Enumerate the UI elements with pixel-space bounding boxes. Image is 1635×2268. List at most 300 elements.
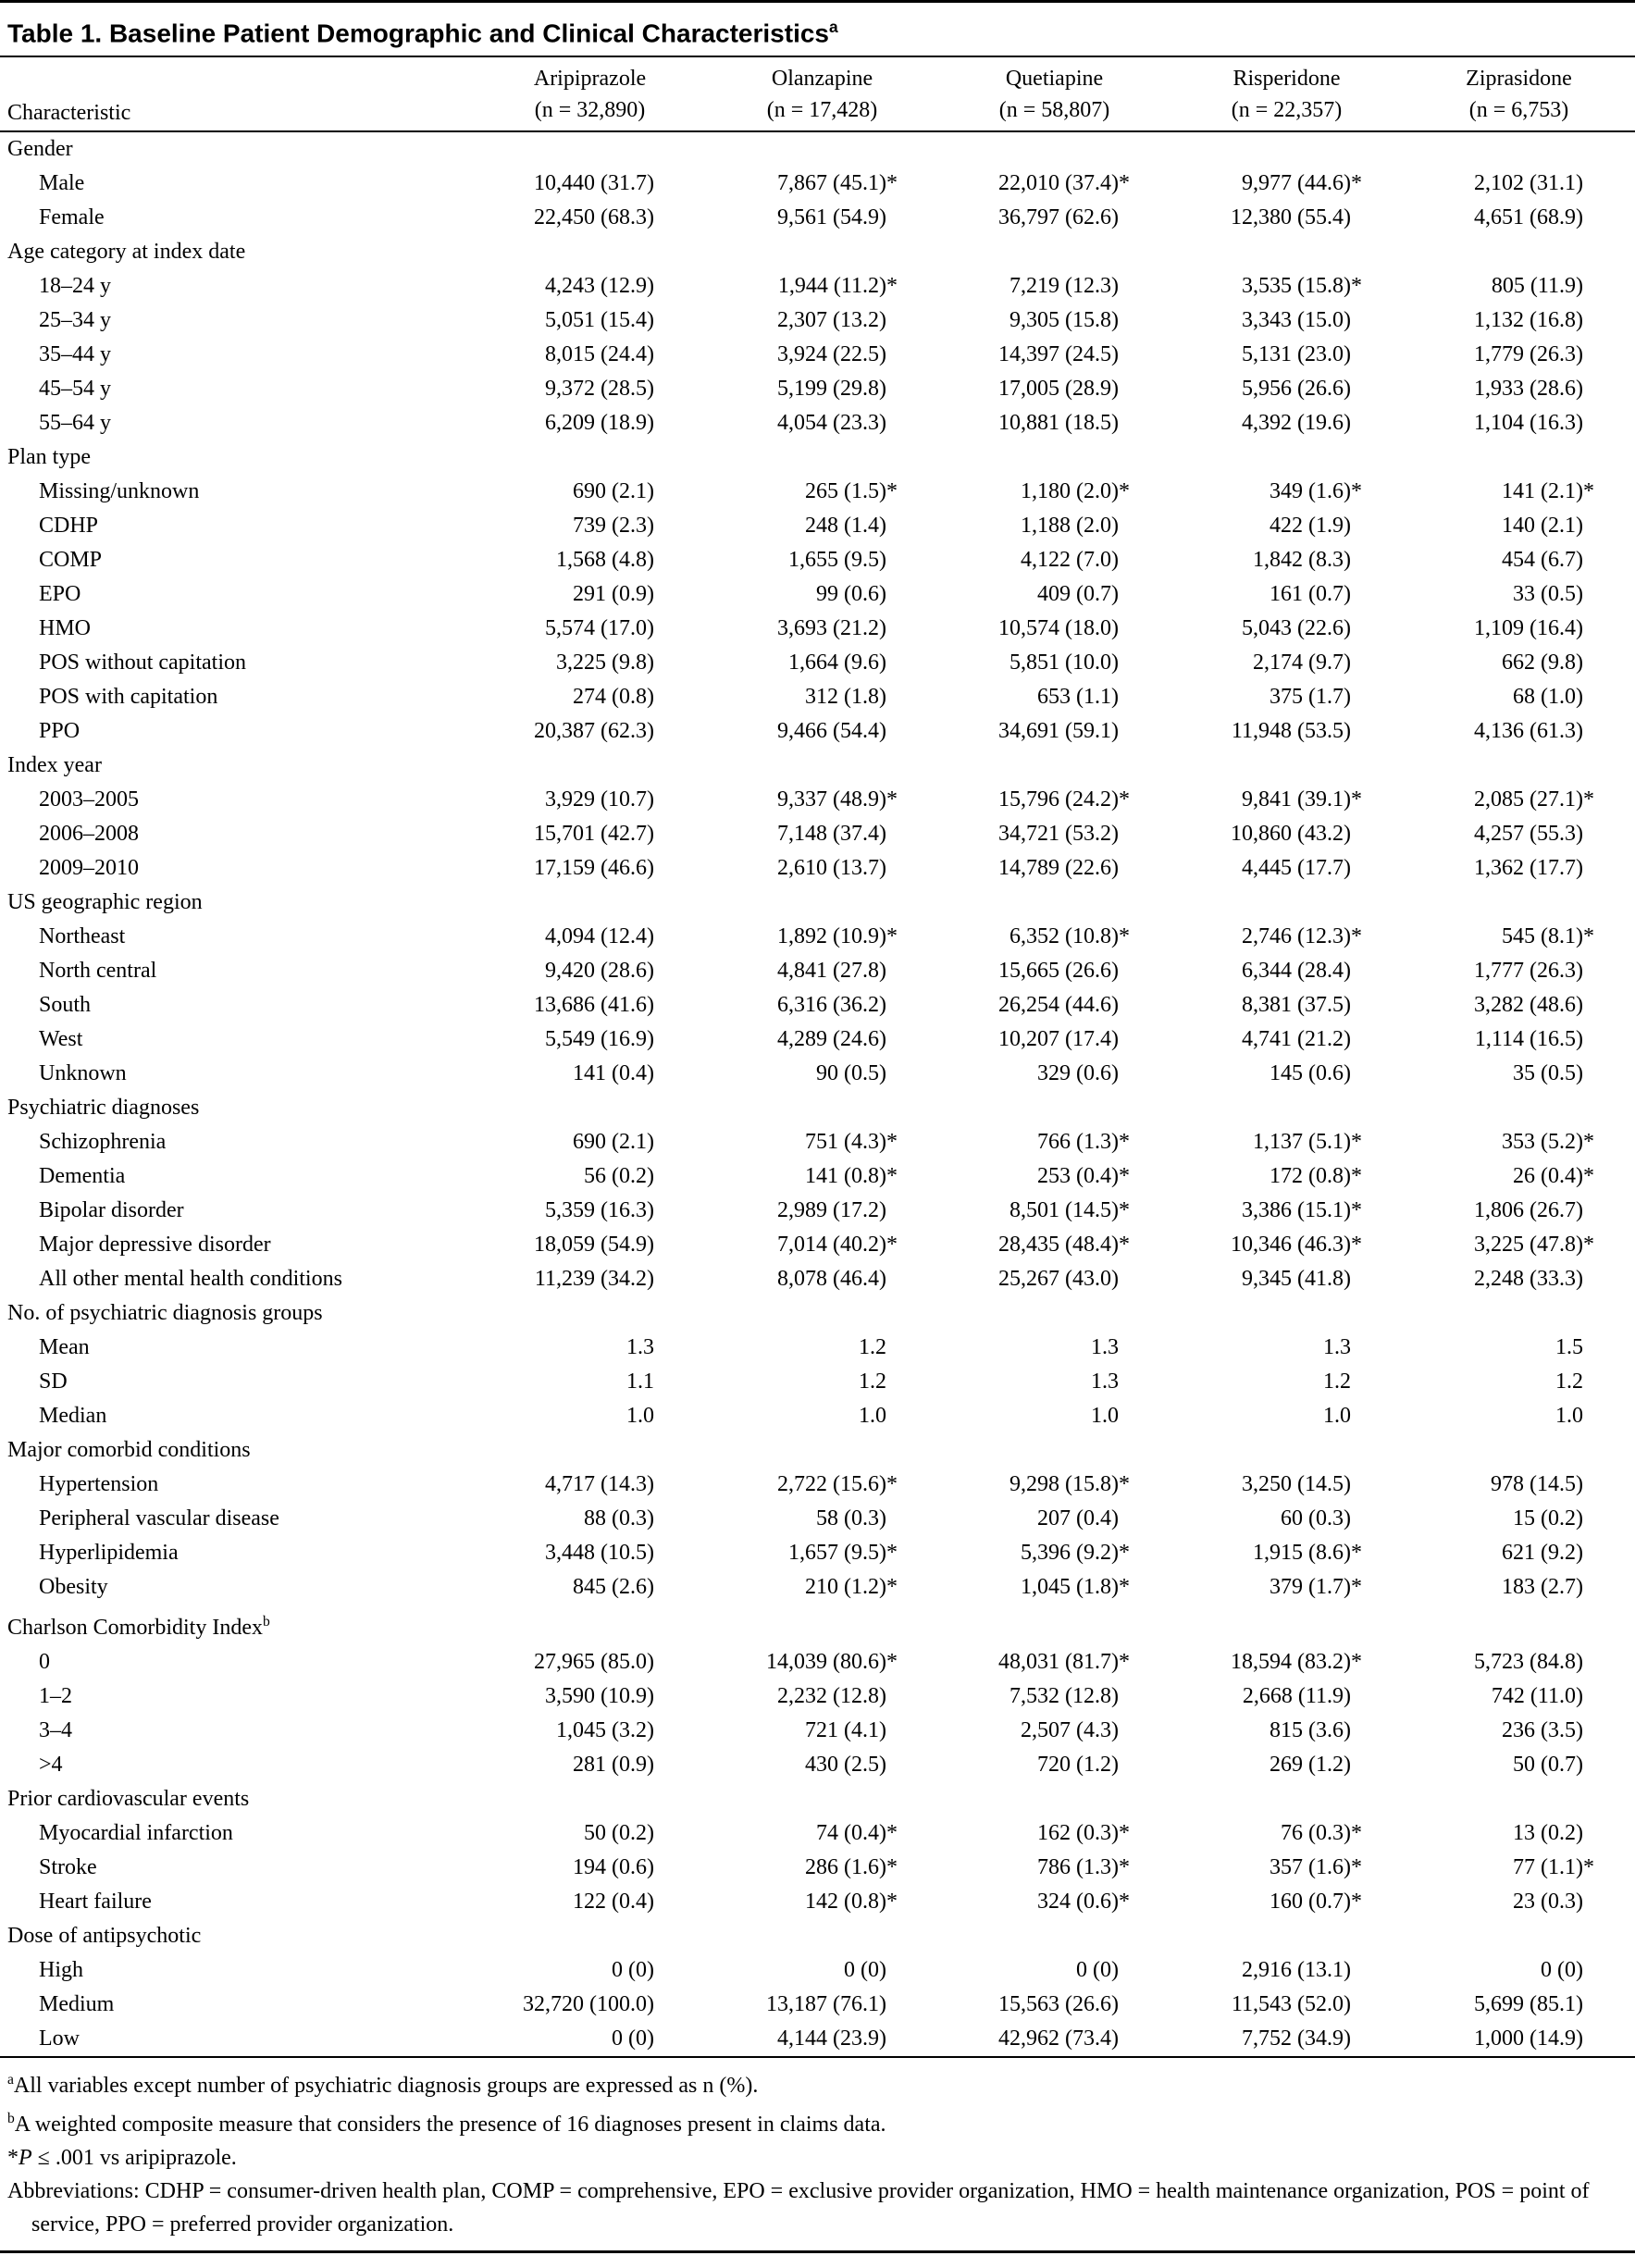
cell-value: 5,396 (9.2) (1021, 1541, 1119, 1566)
row-label: Schizophrenia (39, 1130, 167, 1155)
cell-value: 18,059 (54.9) (534, 1233, 654, 1258)
cell-value: 1,779 (26.3) (1474, 342, 1583, 367)
significance-asterisk: * (1351, 1130, 1362, 1155)
data-row (0, 2022, 1635, 2057)
value-cell (1403, 2022, 1635, 2057)
significance-asterisk: * (886, 274, 898, 299)
cell-value: 8,381 (37.5) (1242, 993, 1351, 1018)
cell-value: 653 (1.1) (1037, 685, 1119, 710)
row-label: 35–44 y (39, 342, 111, 367)
row-label: Stroke (39, 1855, 97, 1880)
cell-value: 253 (0.4) (1037, 1164, 1119, 1189)
data-row (0, 817, 1635, 851)
data-row (0, 851, 1635, 886)
significance-asterisk: * (1351, 1650, 1362, 1675)
value-cell (474, 954, 706, 988)
value-cell (706, 201, 938, 235)
section-header-row (0, 1605, 1635, 1645)
cell-value: 1,892 (10.9) (777, 924, 886, 949)
data-row (0, 1194, 1635, 1228)
data-row (0, 954, 1635, 988)
value-cell (938, 1536, 1171, 1570)
cell-value: 10,440 (31.7) (534, 171, 654, 196)
section-header-text: Charlson Comorbidity Index (7, 1616, 263, 1641)
cell-value: 10,574 (18.0) (998, 616, 1119, 641)
value-cell (1171, 1022, 1403, 1057)
cell-value: 286 (1.6) (805, 1855, 886, 1880)
value-cell (938, 1679, 1171, 1714)
data-row (0, 714, 1635, 749)
cell-value: 1,915 (8.6) (1253, 1541, 1351, 1566)
row-label: COMP (39, 548, 103, 573)
row-label: Obesity (39, 1575, 108, 1600)
significance-asterisk: * (1119, 1541, 1130, 1566)
row-label: 1–2 (39, 1684, 72, 1709)
cell-value: 7,867 (45.1) (777, 171, 886, 196)
row-label: Low (39, 2026, 80, 2051)
data-row (0, 1502, 1635, 1536)
value-cell (706, 954, 938, 988)
drug-sample-size: (n = 32,890) (534, 98, 646, 123)
cell-value: 34,721 (53.2) (998, 822, 1119, 847)
cell-value: 269 (1.2) (1270, 1753, 1351, 1778)
value-cell (474, 406, 706, 440)
value-cell (474, 1536, 706, 1570)
value-cell (1403, 269, 1635, 304)
value-cell (938, 612, 1171, 646)
value-cell (1403, 475, 1635, 509)
value-cell (706, 1399, 938, 1433)
cell-value: 4,392 (19.6) (1242, 411, 1351, 436)
significance-asterisk: * (1351, 1164, 1362, 1189)
data-row (0, 372, 1635, 406)
cell-value: 9,466 (54.4) (777, 719, 886, 744)
cell-value: 662 (9.8) (1502, 651, 1583, 675)
data-row (0, 1125, 1635, 1159)
value-cell (1403, 714, 1635, 749)
cell-value: 1,657 (9.5) (788, 1541, 886, 1566)
value-cell (1403, 201, 1635, 235)
row-label: Myocardial infarction (39, 1821, 233, 1846)
cell-value: 4,094 (12.4) (545, 924, 654, 949)
drug-name: Quetiapine (1005, 67, 1104, 92)
section-header-text: US geographic region (7, 890, 203, 915)
cell-value: 6,316 (36.2) (777, 993, 886, 1018)
footnote-marker: b (7, 2111, 15, 2127)
significance-asterisk: * (886, 787, 898, 812)
value-cell (474, 1748, 706, 1782)
row-label: Hyperlipidemia (39, 1541, 179, 1566)
value-cell (938, 1502, 1171, 1536)
cell-value: 42,962 (73.4) (998, 2026, 1119, 2051)
cell-value: 122 (0.4) (573, 1890, 654, 1915)
data-row (0, 1262, 1635, 1296)
cell-value: 88 (0.3) (584, 1506, 654, 1531)
significance-asterisk: * (1119, 1164, 1130, 1189)
significance-asterisk: * (1351, 924, 1362, 949)
significance-asterisk: * (1119, 1821, 1130, 1846)
value-cell (1171, 1748, 1403, 1782)
row-label: 2006–2008 (39, 822, 139, 847)
drug-name: Risperidone (1232, 67, 1341, 92)
value-cell (938, 1645, 1171, 1679)
cell-value: 20,387 (62.3) (534, 719, 654, 744)
value-cell (706, 1262, 938, 1296)
cell-value: 312 (1.8) (805, 685, 886, 710)
value-cell (1171, 1365, 1403, 1399)
cell-value: 15,796 (24.2) (998, 787, 1119, 812)
row-label: POS without capitation (39, 651, 246, 675)
row-label: Major depressive disorder (39, 1233, 271, 1258)
cell-value: 1.0 (1555, 1404, 1583, 1429)
value-cell (1403, 1816, 1635, 1851)
value-cell (938, 167, 1171, 201)
cell-value: 0 (0) (1076, 1958, 1119, 1983)
cell-value: 9,372 (28.5) (545, 377, 654, 402)
section-header (0, 1091, 1635, 1125)
data-row (0, 612, 1635, 646)
section-header (0, 1605, 1635, 1645)
value-cell (1171, 577, 1403, 612)
cell-value: 3,225 (47.8) (1474, 1233, 1583, 1258)
value-cell (706, 1679, 938, 1714)
cell-value: 22,010 (37.4) (998, 171, 1119, 196)
value-cell (474, 817, 706, 851)
value-cell (706, 577, 938, 612)
section-header-text: Index year (7, 753, 102, 778)
value-cell (1171, 1468, 1403, 1502)
row-label: High (39, 1958, 83, 1983)
value-cell (706, 1331, 938, 1365)
value-cell (1171, 1988, 1403, 2022)
cell-value: 2,610 (13.7) (777, 856, 886, 881)
row-label: HMO (39, 616, 92, 641)
cell-value: 160 (0.7) (1270, 1890, 1351, 1915)
row-label: Peripheral vascular disease (39, 1506, 279, 1531)
cell-value: 1.2 (859, 1369, 886, 1394)
value-cell (474, 1057, 706, 1091)
cell-value: 10,207 (17.4) (998, 1027, 1119, 1052)
value-cell (706, 1365, 938, 1399)
value-cell (1171, 1125, 1403, 1159)
value-cell (1403, 817, 1635, 851)
cell-value: 5,574 (17.0) (545, 616, 654, 641)
cell-value: 9,841 (39.1) (1242, 787, 1351, 812)
section-header (0, 886, 1635, 920)
cell-value: 1.5 (1555, 1335, 1583, 1360)
value-cell (706, 817, 938, 851)
significance-asterisk: * (1351, 274, 1362, 299)
cell-value: 207 (0.4) (1037, 1506, 1119, 1531)
cell-value: 2,722 (15.6) (777, 1472, 886, 1497)
value-cell (938, 1194, 1171, 1228)
cell-value: 9,420 (28.6) (545, 959, 654, 984)
cell-value: 690 (2.1) (573, 1130, 654, 1155)
value-cell (474, 1262, 706, 1296)
value-cell (1403, 612, 1635, 646)
section-header (0, 1919, 1635, 1953)
value-cell (1171, 1331, 1403, 1365)
value-cell (474, 1679, 706, 1714)
cell-value: 8,501 (14.5) (1009, 1198, 1119, 1223)
column-header-row (0, 57, 1635, 131)
cell-value: 10,346 (46.3) (1231, 1233, 1351, 1258)
cell-value: 9,345 (41.8) (1242, 1267, 1351, 1292)
value-cell (1403, 954, 1635, 988)
cell-value: 1.2 (1555, 1369, 1583, 1394)
value-cell (938, 1365, 1171, 1399)
significance-asterisk: * (886, 1650, 898, 1675)
data-row (0, 577, 1635, 612)
value-cell (938, 1953, 1171, 1988)
significance-asterisk: * (1583, 1164, 1594, 1189)
value-cell (474, 1194, 706, 1228)
drug-name: Aripiprazole (533, 67, 647, 92)
value-cell (1171, 338, 1403, 372)
value-cell (1403, 1570, 1635, 1605)
cell-value: 1,137 (5.1) (1253, 1130, 1351, 1155)
cell-value: 742 (11.0) (1491, 1684, 1583, 1709)
cell-value: 25,267 (43.0) (998, 1267, 1119, 1292)
drug-sample-size: (n = 58,807) (998, 98, 1110, 123)
cell-value: 3,282 (48.6) (1474, 993, 1583, 1018)
cell-value: 194 (0.6) (573, 1855, 654, 1880)
value-cell (1171, 167, 1403, 201)
significance-asterisk: * (886, 1164, 898, 1189)
significance-asterisk: * (886, 1890, 898, 1915)
cell-value: 1.0 (1091, 1404, 1119, 1429)
cell-value: 845 (2.6) (573, 1575, 654, 1600)
cell-value: 140 (2.1) (1502, 514, 1583, 539)
data-row (0, 1399, 1635, 1433)
value-cell (706, 372, 938, 406)
cell-value: 13,686 (41.6) (534, 993, 654, 1018)
cell-value: 145 (0.6) (1270, 1061, 1351, 1086)
drug-sample-size: (n = 6,753) (1468, 98, 1569, 123)
cell-value: 3,535 (15.8) (1242, 274, 1351, 299)
cell-value: 5,549 (16.9) (545, 1027, 654, 1052)
data-row (0, 1679, 1635, 1714)
cell-value: 11,948 (53.5) (1231, 719, 1351, 744)
cell-value: 1.0 (626, 1404, 654, 1429)
cell-value: 5,131 (23.0) (1242, 342, 1351, 367)
significance-asterisk: * (1351, 479, 1362, 504)
value-cell (474, 612, 706, 646)
value-cell (1403, 1399, 1635, 1433)
value-cell (1403, 1748, 1635, 1782)
value-cell (1171, 1851, 1403, 1885)
column-header-drug (474, 57, 706, 131)
significance-asterisk: * (1119, 1575, 1130, 1600)
value-cell (1171, 612, 1403, 646)
significance-asterisk: * (1583, 787, 1594, 812)
row-label: 2009–2010 (39, 856, 139, 881)
cell-value: 9,337 (48.9) (777, 787, 886, 812)
section-header-row (0, 131, 1635, 167)
cell-value: 1,944 (11.2) (777, 274, 886, 299)
data-row (0, 1570, 1635, 1605)
value-cell (1171, 817, 1403, 851)
section-header-text: No. of psychiatric diagnosis groups (7, 1301, 323, 1326)
value-cell (706, 167, 938, 201)
value-cell (474, 851, 706, 886)
cell-value: 9,977 (44.6) (1242, 171, 1351, 196)
value-cell (1171, 2022, 1403, 2057)
value-cell (706, 612, 938, 646)
footnote-text: A weighted composite measure that considers the presence of 16 diagnoses present in claims data. (14, 2113, 886, 2138)
data-row (0, 1714, 1635, 1748)
value-cell (1403, 1885, 1635, 1919)
value-cell (474, 2022, 706, 2057)
value-cell (706, 1228, 938, 1262)
value-cell (474, 338, 706, 372)
value-cell (474, 577, 706, 612)
cell-value: 766 (1.3) (1037, 1130, 1119, 1155)
cell-value: 4,289 (24.6) (777, 1027, 886, 1052)
value-cell (1171, 1159, 1403, 1194)
value-cell (706, 475, 938, 509)
significance-asterisk: * (1583, 1855, 1594, 1880)
row-label: Northeast (39, 924, 126, 949)
cell-value: 7,532 (12.8) (1009, 1684, 1119, 1709)
data-row (0, 1748, 1635, 1782)
value-cell (474, 167, 706, 201)
cell-value: 0 (0) (1541, 1958, 1583, 1983)
value-cell (1403, 1714, 1635, 1748)
cell-value: 1,000 (14.9) (1474, 2026, 1583, 2051)
row-label: Mean (39, 1335, 90, 1360)
data-row (0, 1816, 1635, 1851)
value-cell (1171, 988, 1403, 1022)
cell-value: 2,746 (12.3) (1242, 924, 1351, 949)
cell-value: 5,956 (26.6) (1242, 377, 1351, 402)
column-header-drug (706, 57, 938, 131)
data-row (0, 475, 1635, 509)
value-cell (1403, 1331, 1635, 1365)
value-cell (1171, 954, 1403, 988)
cell-value: 12,380 (55.4) (1231, 205, 1351, 230)
row-label: 55–64 y (39, 411, 111, 436)
significance-asterisk: * (1119, 479, 1130, 504)
value-cell (474, 646, 706, 680)
cell-value: 357 (1.6) (1270, 1855, 1351, 1880)
cell-value: 162 (0.3) (1037, 1821, 1119, 1846)
value-cell (706, 1885, 938, 1919)
section-header-row (0, 1091, 1635, 1125)
value-cell (474, 1502, 706, 1536)
section-header-text: Gender (7, 137, 73, 162)
cell-value: 56 (0.2) (584, 1164, 654, 1189)
significance-asterisk: * (1351, 1198, 1362, 1223)
section-header-text: Age category at index date (7, 240, 246, 265)
value-cell (706, 1502, 938, 1536)
cell-value: 17,005 (28.9) (998, 377, 1119, 402)
significance-asterisk: * (1351, 1890, 1362, 1915)
value-cell (938, 1714, 1171, 1748)
cell-value: 141 (2.1) (1502, 479, 1583, 504)
row-label: West (39, 1027, 83, 1052)
cell-value: 1,180 (2.0) (1021, 479, 1119, 504)
cell-value: 9,298 (15.8) (1009, 1472, 1119, 1497)
value-cell (474, 372, 706, 406)
row-label: 3–4 (39, 1718, 72, 1743)
value-cell (1171, 201, 1403, 235)
cell-value: 1.1 (626, 1369, 654, 1394)
value-cell (938, 714, 1171, 749)
cell-value: 6,352 (10.8) (1009, 924, 1119, 949)
footnotes (0, 2058, 1635, 2250)
section-header (0, 440, 1635, 475)
cell-value: 77 (1.1) (1513, 1855, 1583, 1880)
cell-value: 329 (0.6) (1037, 1061, 1119, 1086)
value-cell (1171, 1679, 1403, 1714)
value-cell (938, 509, 1171, 543)
significance-asterisk: * (1583, 1233, 1594, 1258)
value-cell (938, 954, 1171, 988)
cell-value: 90 (0.5) (816, 1061, 886, 1086)
cell-value: 1,188 (2.0) (1021, 514, 1119, 539)
cell-value: 349 (1.6) (1270, 479, 1351, 504)
cell-value: 5,851 (10.0) (1009, 651, 1119, 675)
drug-sample-size: (n = 17,428) (766, 98, 878, 123)
value-cell (1403, 988, 1635, 1022)
section-header (0, 235, 1635, 269)
section-header (0, 1296, 1635, 1331)
value-cell (1403, 1851, 1635, 1885)
value-cell (706, 2022, 938, 2057)
value-cell (706, 1645, 938, 1679)
data-row (0, 680, 1635, 714)
row-label: Male (39, 171, 85, 196)
value-cell (474, 1468, 706, 1502)
significance-asterisk: * (1119, 1130, 1130, 1155)
value-cell (938, 1125, 1171, 1159)
cell-value: 422 (1.9) (1270, 514, 1351, 539)
value-cell (706, 783, 938, 817)
value-cell (706, 1816, 938, 1851)
significance-asterisk: * (886, 1855, 898, 1880)
data-row (0, 269, 1635, 304)
cell-value: 4,257 (55.3) (1474, 822, 1583, 847)
cell-value: 26 (0.4) (1513, 1164, 1583, 1189)
cell-value: 10,881 (18.5) (998, 411, 1119, 436)
column-header-drug (938, 57, 1171, 131)
data-row (0, 1645, 1635, 1679)
cell-value: 274 (0.8) (573, 685, 654, 710)
cell-value: 2,989 (17.2) (777, 1198, 886, 1223)
cell-value: 5,199 (29.8) (777, 377, 886, 402)
row-label: Heart failure (39, 1890, 152, 1915)
value-cell (706, 851, 938, 886)
footnote-marker: a (7, 2072, 14, 2088)
value-cell (474, 680, 706, 714)
value-cell (1171, 372, 1403, 406)
value-cell (1171, 475, 1403, 509)
cell-value: 1,933 (28.6) (1474, 377, 1583, 402)
significance-asterisk: * (1119, 1890, 1130, 1915)
significance-asterisk: * (1351, 1575, 1362, 1600)
value-cell (474, 988, 706, 1022)
value-cell (706, 1536, 938, 1570)
value-cell (938, 1988, 1171, 2022)
significance-asterisk: * (886, 171, 898, 196)
cell-value: 172 (0.8) (1270, 1164, 1351, 1189)
data-row (0, 1159, 1635, 1194)
cell-value: 545 (8.1) (1502, 924, 1583, 949)
value-cell (938, 646, 1171, 680)
cell-value: 15,563 (26.6) (998, 1992, 1119, 2017)
data-row (0, 1228, 1635, 1262)
